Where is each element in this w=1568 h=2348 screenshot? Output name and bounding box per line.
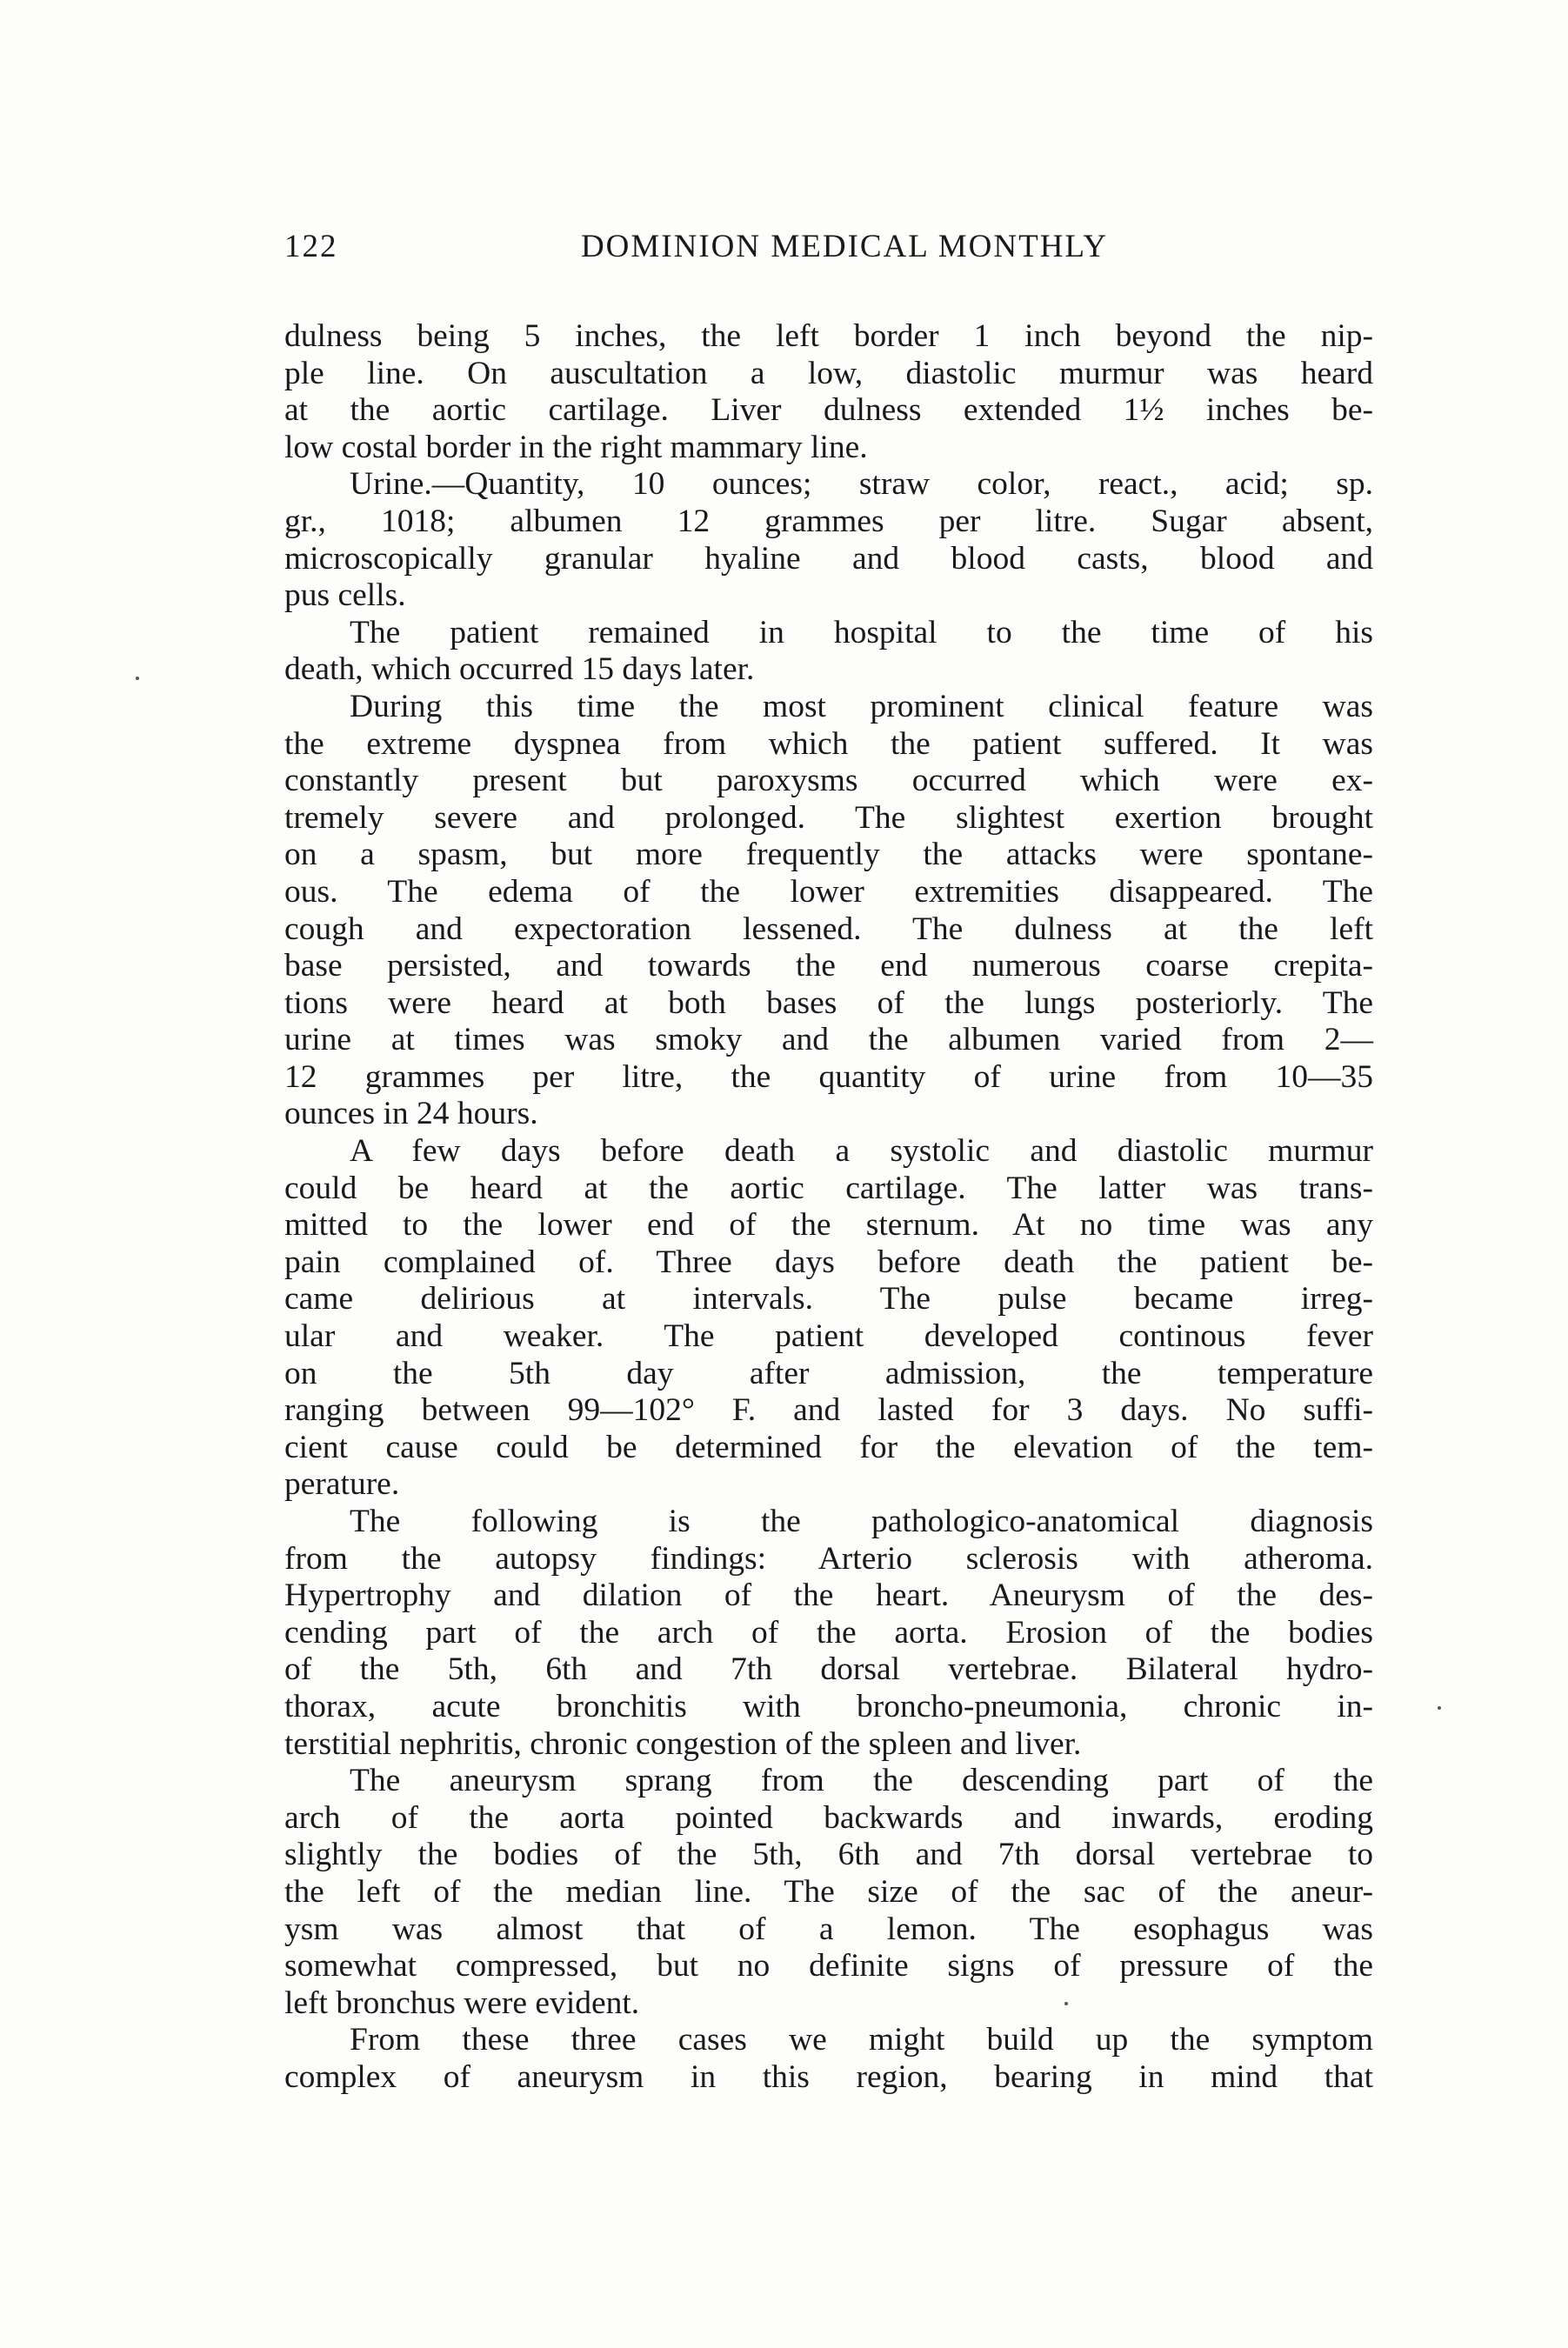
scan-speck — [1438, 1706, 1441, 1710]
text-line: base persisted, and towards the end numerous coarse crepita- — [284, 948, 1373, 984]
text-line: ranging between 99—102° F. and lasted for 3 days. No suffi- — [284, 1392, 1373, 1429]
text-line: pain complained of. Three days before death the patient be- — [284, 1244, 1373, 1280]
text-line: tions were heard at both bases of the lungs posteriorly. The — [284, 984, 1373, 1021]
text-line: of the 5th, 6th and 7th dorsal vertebrae. Bilateral hydro- — [284, 1651, 1373, 1688]
text-line: terstitial nephritis, chronic congestion of the spleen and liver. — [284, 1725, 1082, 1762]
text-line: The following is the pathologico-anatomical diagnosis — [350, 1504, 1373, 1539]
text-line: The aneurysm sprang from the descending part of the — [350, 1763, 1373, 1799]
text-line: on the 5th day after admission, the temperature — [284, 1355, 1373, 1391]
scan-speck — [1064, 2002, 1068, 2005]
text-line: mitted to the lower end of the sternum. At no time was any — [284, 1207, 1373, 1244]
text-line: microscopically granular hyaline and blood casts, blood and — [284, 540, 1373, 577]
text-line: 12 grammes per litre, the quantity of urine from 10—35 — [284, 1058, 1373, 1095]
text-line: death, which occurred 15 days later. — [284, 651, 755, 688]
text-line: The patient remained in hospital to the time of his — [350, 614, 1373, 650]
text-line: slightly the bodies of the 5th, 6th and 7th dorsal vertebrae to — [284, 1837, 1373, 1873]
text-line: During this time the most prominent clinical feature was — [350, 688, 1373, 724]
text-line: complex of aneurysm in this region, bearing in mind that — [284, 2058, 1373, 2095]
page-number: 122 — [284, 229, 338, 264]
text-line: cient cause could be determined for the elevation of the tem- — [284, 1429, 1373, 1465]
text-line: dulness being 5 inches, the left border 1 inch beyond the nip- — [284, 318, 1373, 354]
journal-title: DOMINION MEDICAL MONTHLY — [580, 229, 1109, 264]
text-line: urine at times was smoky and the albumen varied from 2— — [284, 1022, 1373, 1058]
body-text — [284, 318, 1373, 2097]
text-line: somewhat compressed, but no definite signs of pressure of the — [284, 1948, 1373, 1984]
text-line: left bronchus were evident. — [284, 1984, 640, 2021]
text-line: tremely severe and prolonged. The slightest exertion brought — [284, 799, 1373, 836]
running-head — [284, 228, 1373, 271]
text-line: ple line. On auscultation a low, diastolic murmur was heard — [284, 355, 1373, 391]
text-line: cough and expectoration lessened. The dulness at the left — [284, 911, 1373, 947]
text-line: arch of the aorta pointed backwards and inwards, eroding — [284, 1799, 1373, 1836]
text-line: could be heard at the aortic cartilage. The latter was trans- — [284, 1170, 1373, 1206]
text-line: A few days before death a systolic and diastolic murmur — [350, 1133, 1373, 1170]
text-line: low costal border in the right mammary line. — [284, 429, 868, 465]
text-line: ular and weaker. The patient developed continous fever — [284, 1318, 1373, 1355]
text-line: gr., 1018; albumen 12 grammes per litre. Sugar absent, — [284, 503, 1373, 539]
text-line: ysm was almost that of a lemon. The esophagus was — [284, 1911, 1373, 1947]
text-line: constantly present but paroxysms occurred which were ex- — [284, 763, 1373, 799]
text-line: ous. The edema of the lower extremities disappeared. The — [284, 873, 1373, 910]
text-line: at the aortic cartilage. Liver dulness extended 1½ inches be- — [284, 392, 1373, 429]
text-line: the extreme dyspnea from which the patient suffered. It was — [284, 725, 1373, 762]
text-line: on a spasm, but more frequently the attacks were spontane- — [284, 837, 1373, 873]
text-line: ounces in 24 hours. — [284, 1096, 538, 1132]
text-line: from the autopsy findings: Arterio sclerosis with atheroma. — [284, 1540, 1373, 1577]
text-line: From these three cases we might build up the symptom — [350, 2022, 1373, 2058]
text-line: came delirious at intervals. The pulse became irreg- — [284, 1281, 1373, 1317]
text-line: the left of the median line. The size of the sac of the aneur- — [284, 1873, 1373, 1910]
text-line: Hypertrophy and dilation of the heart. Aneurysm of the des- — [284, 1578, 1373, 1614]
text-line: cending part of the arch of the aorta. Erosion of the bodies — [284, 1614, 1373, 1651]
text-line: pus cells. — [284, 577, 406, 614]
scan-speck — [136, 677, 139, 680]
text-line: thorax, acute bronchitis with broncho-pneumonia, chronic in- — [284, 1688, 1373, 1724]
text-line: perature. — [284, 1466, 400, 1503]
text-line: Urine.—Quantity, 10 ounces; straw color, react., acid; sp. — [350, 466, 1373, 503]
